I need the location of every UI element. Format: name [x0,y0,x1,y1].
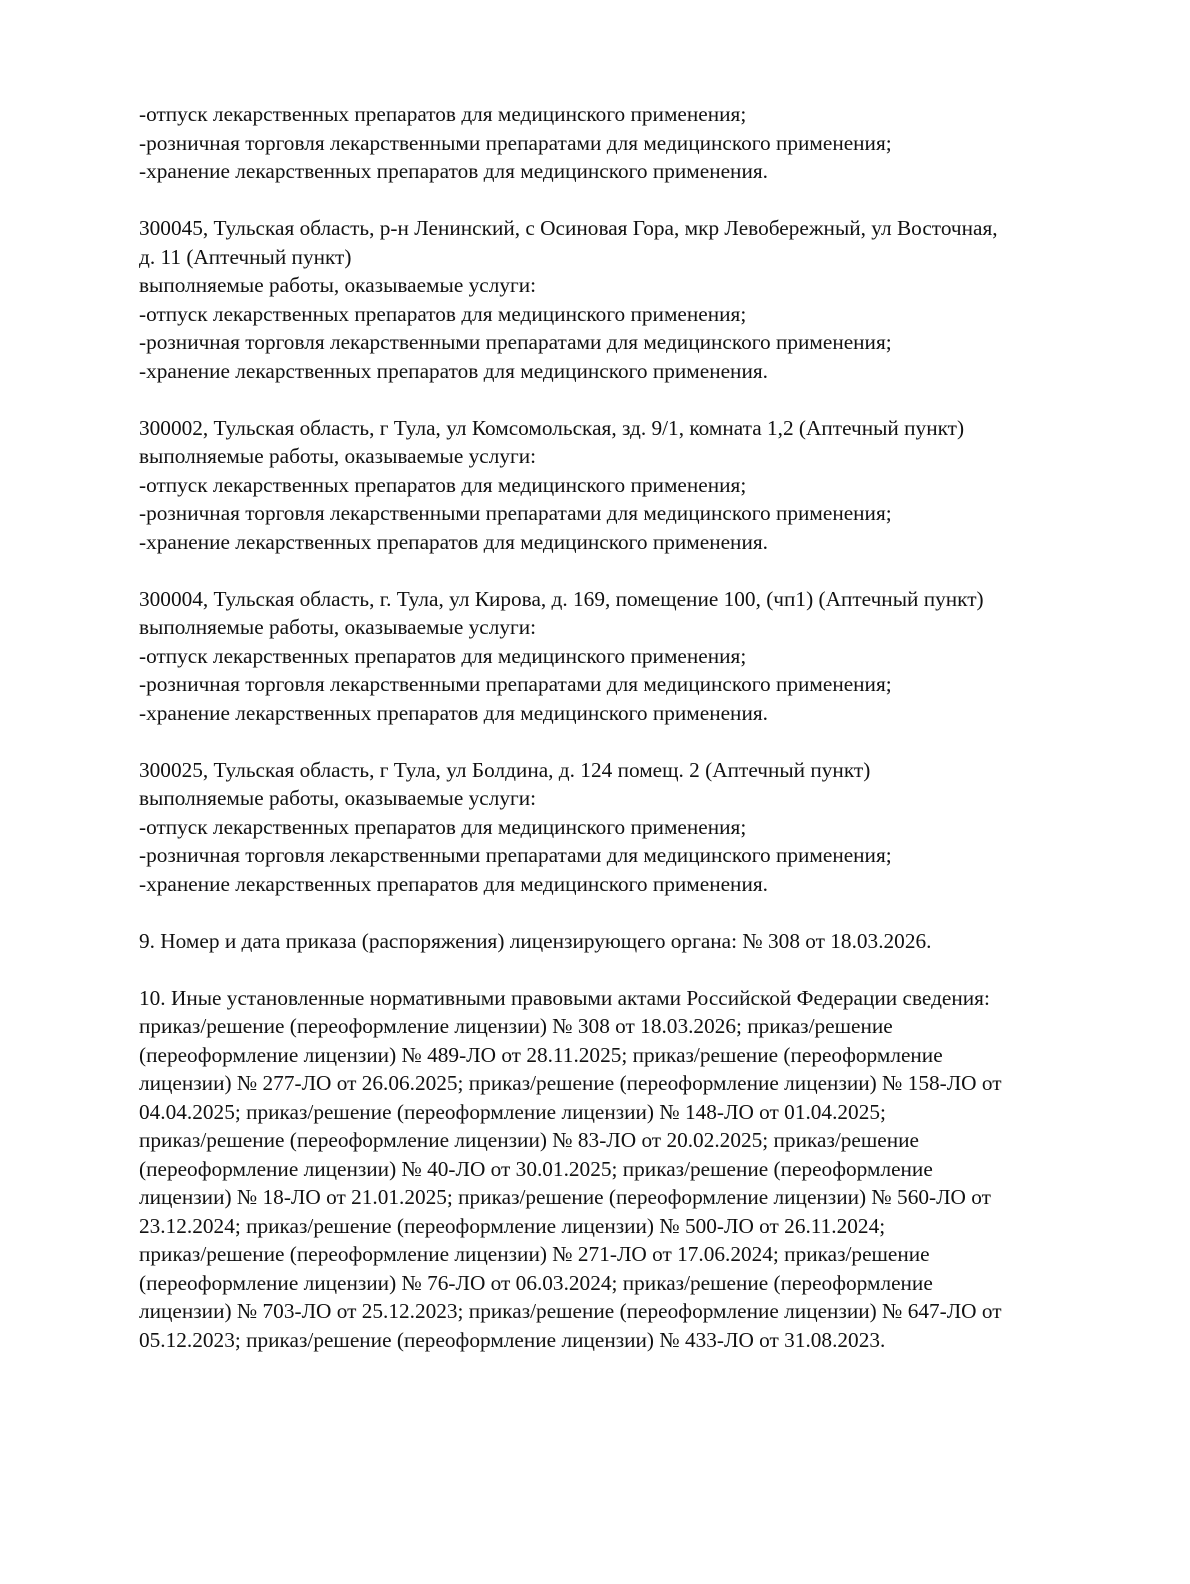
section-9 [139,927,1129,956]
service-line: -хранение лекарственных препаратов для медицинского применения. [139,871,768,896]
works-label: выполняемые работы, оказываемые услуги: [139,273,537,297]
address-line: 300004, Тульская область, г. Тула, ул Кирова, д. 169, помещение 100, (чп1) (Аптечный пункт) [139,586,984,611]
service-line: -розничная торговля лекарственными препаратами для медицинского применения; [139,672,892,696]
works-label: выполняемые работы, оказываемые услуги: [139,444,537,468]
service-line: -розничная торговля лекарственными препаратами для медицинского применения; [139,843,892,867]
service-line: -хранение лекарственных препаратов для медицинского применения. [139,529,768,554]
service-line: -отпуск лекарственных препаратов для медицинского применения; [139,102,747,126]
service-line: -хранение лекарственных препаратов для медицинского применения. [139,700,768,725]
section-10-line: лицензии) № 18-ЛО от 21.01.2025; приказ/решение (переоформление лицензии) № 560-ЛО от [139,1185,991,1209]
section-10-line: 23.12.2024; приказ/решение (переоформление лицензии) № 500-ЛО от 26.11.2024; [139,1213,886,1238]
address-block-1 [139,214,1129,385]
service-line: -розничная торговля лекарственными препаратами для медицинского применения; [139,130,892,155]
service-line: -отпуск лекарственных препаратов для медицинского применения; [139,472,747,497]
intro-services-block [139,100,1129,186]
service-line: -отпуск лекарственных препаратов для медицинского применения; [139,643,747,668]
service-line: -хранение лекарственных препаратов для медицинского применения. [139,358,768,383]
address-line: 300045, Тульская область, р-н Ленинский, с Осиновая Гора, мкр Левобережный, ул Восточная, [139,216,998,240]
address-line: 300025, Тульская область, г Тула, ул Болдина, д. 124 помещ. 2 (Аптечный пункт) [139,757,871,782]
order-number-line: 9. Номер и дата приказа (распоряжения) лицензирующего органа: № 308 от 18.03.2026. [139,928,932,953]
works-label: выполняемые работы, оказываемые услуги: [139,615,537,639]
section-10-heading: 10. Иные установленные нормативными правовыми актами Российской Федерации сведения: [139,985,990,1010]
section-10-line: приказ/решение (переоформление лицензии) № 308 от 18.03.2026; приказ/решение [139,1014,893,1038]
section-10-line: лицензии) № 277-ЛО от 26.06.2025; приказ/решение (переоформление лицензии) № 158-ЛО от [139,1071,1002,1095]
address-block-2 [139,414,1129,557]
service-line: -отпуск лекарственных препаратов для медицинского применения; [139,301,747,326]
service-line: -розничная торговля лекарственными препаратами для медицинского применения; [139,330,892,354]
section-10-line: приказ/решение (переоформление лицензии) № 83-ЛО от 20.02.2025; приказ/решение [139,1128,919,1152]
address-line: д. 11 (Аптечный пункт) [139,244,352,269]
works-label: выполняемые работы, оказываемые услуги: [139,786,537,810]
section-10-line: лицензии) № 703-ЛО от 25.12.2023; приказ/решение (переоформление лицензии) № 647-ЛО от [139,1299,1002,1323]
service-line: -отпуск лекарственных препаратов для медицинского применения; [139,814,747,839]
section-10-line: 04.04.2025; приказ/решение (переоформление лицензии) № 148-ЛО от 01.04.2025; [139,1099,886,1124]
section-10 [139,984,1109,1355]
service-line: -розничная торговля лекарственными препаратами для медицинского применения; [139,501,892,525]
address-block-4 [139,756,1129,899]
document-page [139,100,1129,1383]
section-10-line: (переоформление лицензии) № 76-ЛО от 06.03.2024; приказ/решение (переоформление [139,1270,933,1295]
address-line: 300002, Тульская область, г Тула, ул Комсомольская, зд. 9/1, комната 1,2 (Аптечный пункт) [139,415,965,440]
section-10-line: приказ/решение (переоформление лицензии) № 271-ЛО от 17.06.2024; приказ/решение [139,1242,930,1266]
section-10-line: (переоформление лицензии) № 40-ЛО от 30.01.2025; приказ/решение (переоформление [139,1156,933,1181]
section-10-line: 05.12.2023; приказ/решение (переоформление лицензии) № 433-ЛО от 31.08.2023. [139,1327,886,1352]
address-block-3 [139,585,1129,728]
section-10-line: (переоформление лицензии) № 489-ЛО от 28.11.2025; приказ/решение (переоформление [139,1042,943,1067]
service-line: -хранение лекарственных препаратов для медицинского применения. [139,159,768,183]
